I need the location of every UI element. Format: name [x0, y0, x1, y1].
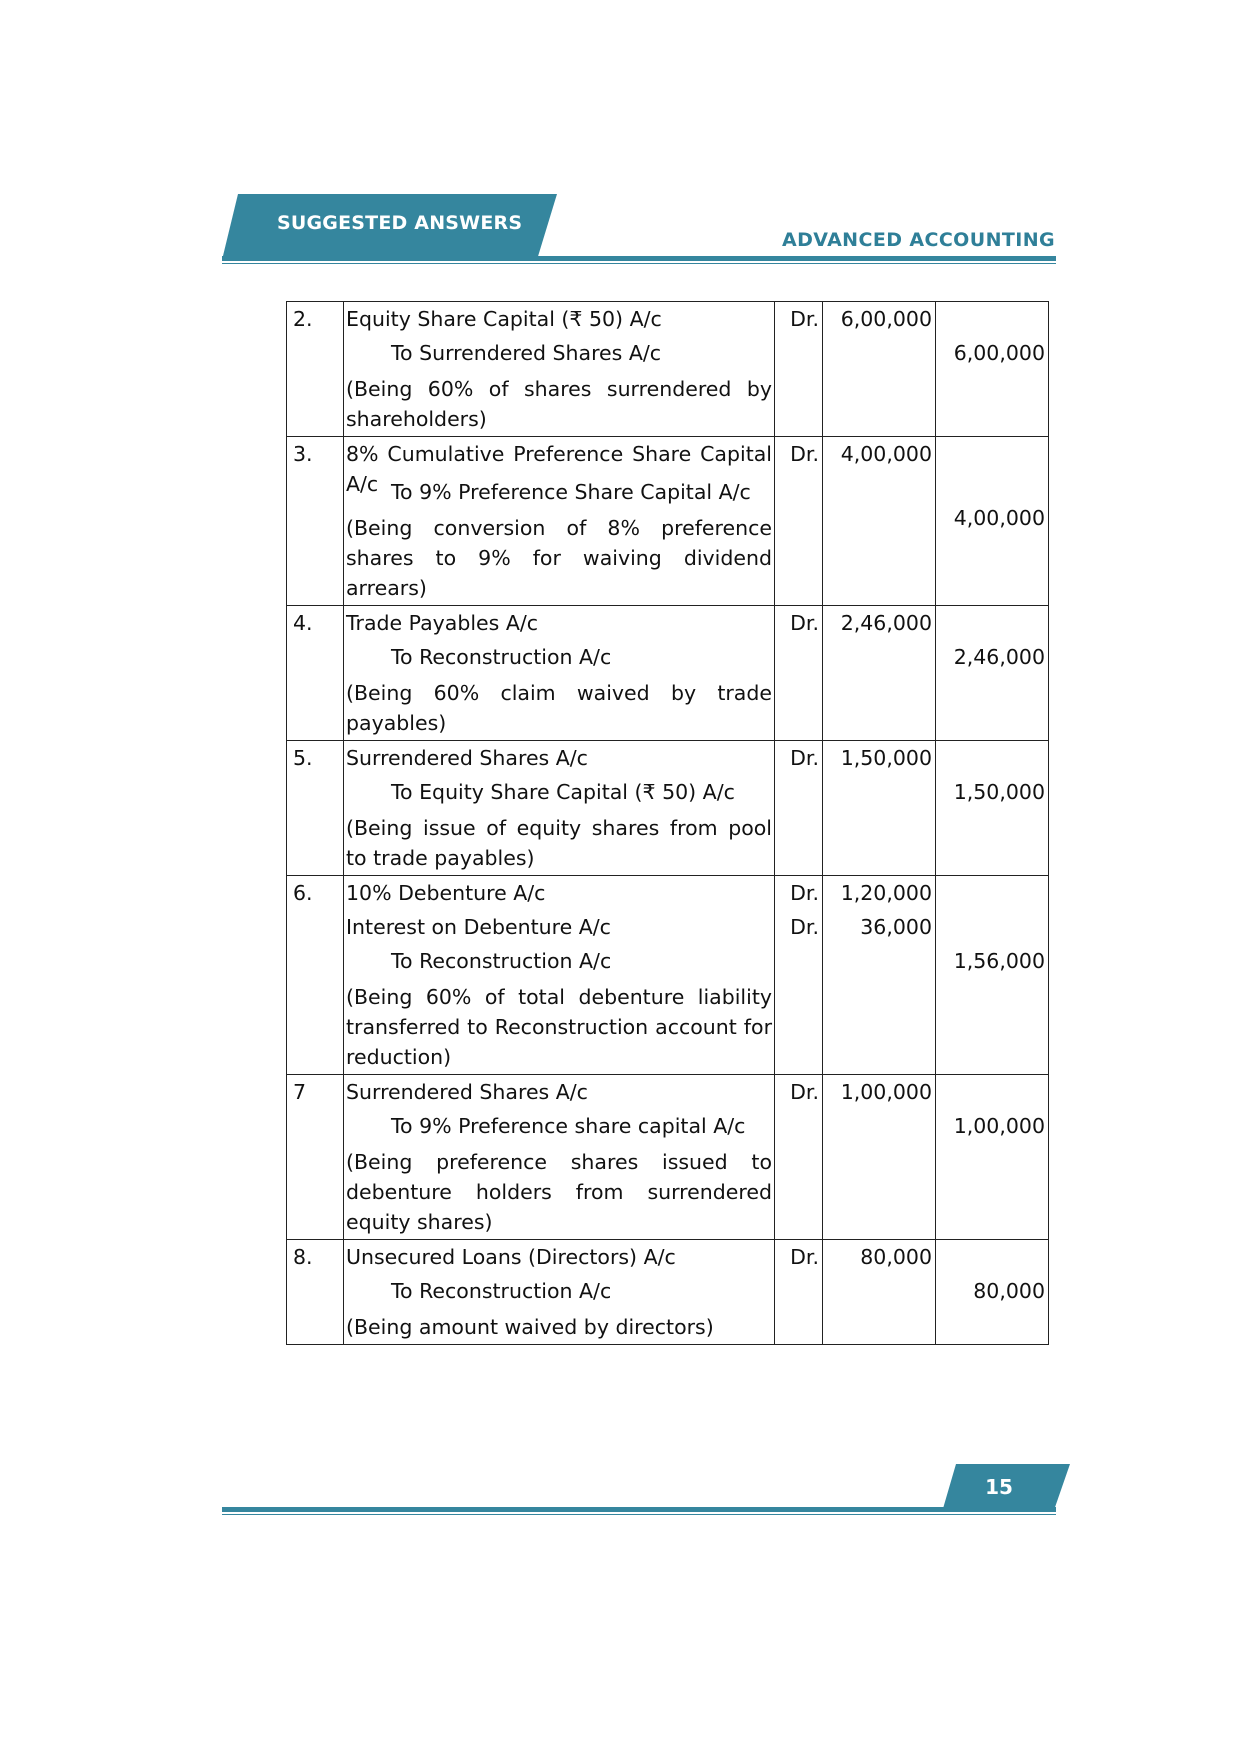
narration: (Being 60% of total debenture liability transferred to Reconstruction account for reduction) — [346, 985, 772, 1069]
particulars-cell — [344, 302, 775, 437]
credit-account-line: To 9% Preference Share Capital A/c — [391, 480, 751, 504]
debit-amount: 6,00,000 — [840, 307, 932, 331]
dr-cell — [775, 876, 823, 1075]
entry-number: 7 — [293, 1080, 307, 1104]
credit-cell — [936, 1075, 1049, 1240]
dr-cell — [775, 606, 823, 741]
debit-cell — [823, 1240, 936, 1345]
credit-account-line: To Reconstruction A/c — [391, 645, 612, 669]
dr-cell — [775, 302, 823, 437]
debit-account-line: Interest on Debenture A/c — [346, 915, 611, 939]
dr-label: Dr. — [790, 881, 819, 905]
journal-entry-row — [287, 437, 1049, 606]
dr-cell — [775, 437, 823, 606]
credit-amount: 1,50,000 — [953, 780, 1045, 804]
journal-entry-row — [287, 741, 1049, 876]
entry-number: 8. — [293, 1245, 313, 1269]
credit-amount: 80,000 — [973, 1279, 1045, 1303]
credit-cell — [936, 876, 1049, 1075]
entry-number-cell — [287, 741, 344, 876]
dr-label — [775, 1109, 822, 1143]
dr-label: Dr. — [790, 1245, 819, 1269]
entry-number: 4. — [293, 611, 313, 635]
credit-account-line: To Reconstruction A/c — [391, 949, 612, 973]
dr-cell — [775, 1075, 823, 1240]
debit-amount — [823, 775, 935, 809]
header-tab-label: SUGGESTED ANSWERS — [277, 212, 523, 234]
narration: (Being conversion of 8% preference shares to 9% for waiving dividend arrears) — [346, 516, 772, 600]
narration: (Being issue of equity shares from pool to trade payables) — [346, 816, 772, 870]
credit-amount — [936, 910, 1048, 944]
dr-label: Dr. — [790, 1080, 819, 1104]
credit-amount: 2,46,000 — [953, 645, 1045, 669]
entry-number: 6. — [293, 881, 313, 905]
journal-entry-row — [287, 606, 1049, 741]
debit-amount — [823, 336, 935, 370]
entry-number-cell — [287, 437, 344, 606]
debit-account-line: Surrendered Shares A/c — [346, 1080, 588, 1104]
credit-amount — [936, 1075, 1048, 1109]
debit-amount: 1,20,000 — [840, 881, 932, 905]
credit-amount: 4,00,000 — [953, 506, 1045, 530]
credit-account-line: To Equity Share Capital (₹ 50) A/c — [391, 780, 735, 804]
debit-amount: 1,50,000 — [840, 746, 932, 770]
debit-cell — [823, 1075, 936, 1240]
narration: (Being preference shares issued to debenture holders from surrendered equity shares) — [346, 1150, 772, 1234]
debit-cell — [823, 741, 936, 876]
credit-amount — [936, 437, 1048, 501]
particulars-cell — [344, 437, 775, 606]
dr-label — [775, 640, 822, 674]
narration: (Being 60% claim waived by trade payables) — [346, 681, 772, 735]
dr-label: Dr. — [790, 915, 819, 939]
debit-account-line: 8% Cumulative Preference Share Capital A/c — [346, 442, 772, 496]
debit-account-line: Unsecured Loans (Directors) A/c — [346, 1245, 676, 1269]
footer-rule — [222, 1507, 1056, 1512]
entry-number-cell — [287, 1075, 344, 1240]
debit-cell — [823, 606, 936, 741]
entry-number: 5. — [293, 746, 313, 770]
dr-label: Dr. — [790, 307, 819, 331]
dr-cell — [775, 1240, 823, 1345]
credit-cell — [936, 437, 1049, 606]
page-number: 15 — [985, 1475, 1013, 1499]
footer-rule-thin — [222, 1514, 1056, 1515]
credit-amount — [936, 876, 1048, 910]
header-subject: ADVANCED ACCOUNTING — [781, 229, 1055, 251]
journal-entry-row — [287, 876, 1049, 1075]
credit-amount — [936, 1240, 1048, 1274]
dr-label: Dr. — [790, 746, 819, 770]
credit-amount — [936, 302, 1048, 336]
journal-body — [287, 302, 1049, 1345]
debit-amount: 4,00,000 — [840, 442, 932, 466]
journal-entry-row — [287, 1240, 1049, 1345]
debit-amount — [823, 1109, 935, 1143]
dr-label — [775, 944, 822, 978]
journal-entry-row — [287, 1075, 1049, 1240]
particulars-cell — [344, 741, 775, 876]
credit-account-line: To Surrendered Shares A/c — [391, 341, 662, 365]
debit-cell — [823, 302, 936, 437]
credit-amount — [936, 741, 1048, 775]
journal-entry-row — [287, 302, 1049, 437]
debit-amount — [823, 501, 935, 535]
journal-entries-table — [286, 301, 1049, 1345]
credit-account-line: To Reconstruction A/c — [391, 1279, 612, 1303]
entry-number: 2. — [293, 307, 313, 331]
entry-number-cell — [287, 606, 344, 741]
debit-cell — [823, 876, 936, 1075]
entry-number-cell — [287, 1240, 344, 1345]
header-rule — [222, 256, 1056, 261]
narration: (Being amount waived by directors) — [346, 1315, 714, 1339]
debit-amount — [823, 1274, 935, 1308]
debit-amount: 2,46,000 — [840, 611, 932, 635]
header-rule-thin — [222, 263, 1056, 264]
debit-amount — [823, 640, 935, 674]
debit-account-line: 10% Debenture A/c — [346, 881, 546, 905]
entry-number-cell — [287, 302, 344, 437]
debit-amount: 80,000 — [860, 1245, 932, 1269]
credit-amount: 1,00,000 — [953, 1114, 1045, 1138]
particulars-cell — [344, 1240, 775, 1345]
dr-label — [775, 501, 822, 535]
credit-cell — [936, 1240, 1049, 1345]
debit-account-line: Surrendered Shares A/c — [346, 746, 588, 770]
credit-cell — [936, 302, 1049, 437]
dr-cell — [775, 741, 823, 876]
particulars-cell — [344, 606, 775, 741]
credit-cell — [936, 606, 1049, 741]
credit-amount: 6,00,000 — [953, 341, 1045, 365]
dr-label — [775, 775, 822, 809]
dr-label — [775, 336, 822, 370]
debit-amount — [823, 944, 935, 978]
credit-amount — [936, 606, 1048, 640]
dr-label: Dr. — [790, 442, 819, 466]
dr-label: Dr. — [790, 611, 819, 635]
debit-amount: 1,00,000 — [840, 1080, 932, 1104]
credit-cell — [936, 741, 1049, 876]
credit-account-line: To 9% Preference share capital A/c — [391, 1114, 746, 1138]
credit-amount: 1,56,000 — [953, 949, 1045, 973]
debit-amount: 36,000 — [860, 915, 932, 939]
debit-cell — [823, 437, 936, 606]
entry-number-cell — [287, 876, 344, 1075]
particulars-cell — [344, 1075, 775, 1240]
particulars-cell — [344, 876, 775, 1075]
dr-label — [775, 1274, 822, 1308]
entry-number: 3. — [293, 442, 313, 466]
debit-account-line: Trade Payables A/c — [346, 611, 539, 635]
debit-account-line: Equity Share Capital (₹ 50) A/c — [346, 307, 662, 331]
narration: (Being 60% of shares surrendered by shareholders) — [346, 377, 772, 431]
